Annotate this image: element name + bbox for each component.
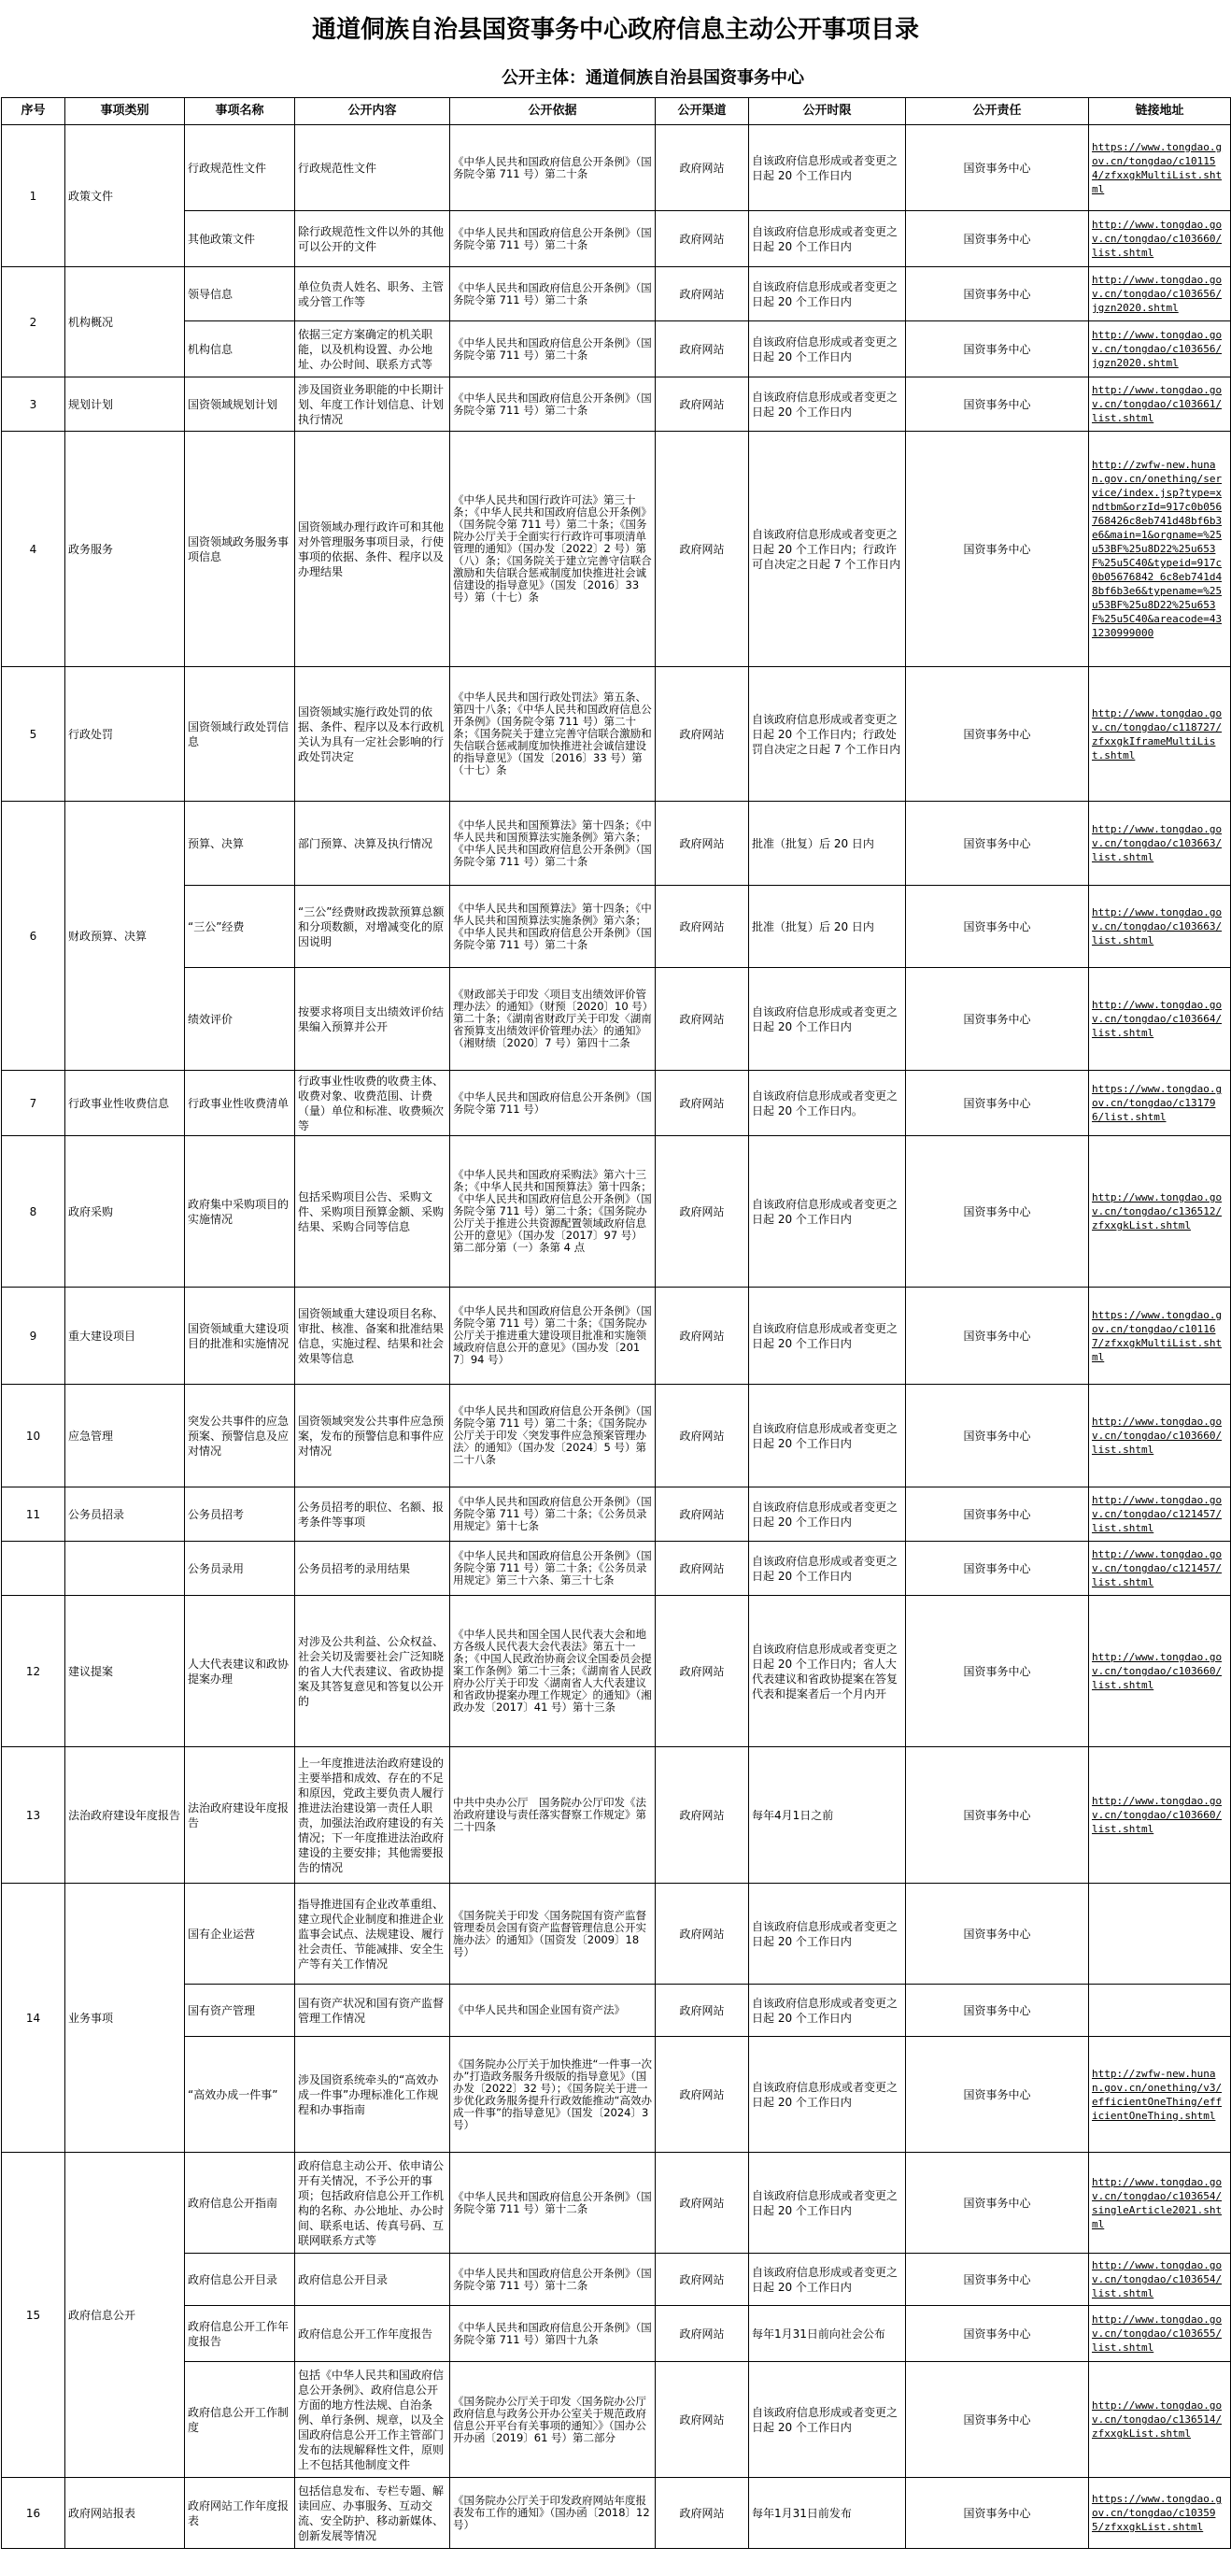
time-limit-cell: 自该政府信息形成或者变更之日起 20 个工作日内 bbox=[749, 1136, 906, 1288]
table-row bbox=[2, 1884, 1231, 1985]
basis-cell: 《中华人民共和国政府信息公开条例》（国务院令第 711 号）第十二条 bbox=[450, 2254, 656, 2306]
basis-cell: 《中华人民共和国政府信息公开条例》（国务院令第 711 号）第四十九条 bbox=[450, 2306, 656, 2362]
link-cell[interactable]: http://www.tongdao.gov.cn/tongdao/c103654/list.shtml bbox=[1089, 2254, 1231, 2306]
item-name-cell: 国有资产管理 bbox=[185, 1985, 295, 2037]
row-number-cell: 8 bbox=[2, 1136, 65, 1288]
link-cell[interactable]: http://www.tongdao.gov.cn/tongdao/c121457/list.shtml bbox=[1089, 1487, 1231, 1542]
channel-cell: 政府网站 bbox=[656, 267, 749, 321]
basis-cell: 《中华人民共和国全国人民代表大会和地方各级人民代表大会代表法》第五十一条；《中国人民政治协商会议全国委员会提案工作条例》第二十三条；《湖南省人民政府办公厅关于印发〈湖南省人大代表建议和省政协提案办理工作规定〉的通知》（湘政办发〔2017〕41 号）第十三条 bbox=[450, 1596, 656, 1747]
time-limit-cell: 自该政府信息形成或者变更之日起 20 个工作日内 bbox=[749, 1542, 906, 1596]
header-cell: 公开依据 bbox=[450, 98, 656, 125]
content-cell: 行政事业性收费的收费主体、收费对象、收费范围、计费（量）单位和标准、收费频次等 bbox=[295, 1071, 450, 1136]
channel-cell: 政府网站 bbox=[656, 2037, 749, 2153]
page-title: 通道侗族自治县国资事务中心政府信息主动公开事项目录 bbox=[311, 16, 919, 44]
channel-cell: 政府网站 bbox=[656, 1985, 749, 2037]
channel-cell: 政府网站 bbox=[656, 1385, 749, 1487]
link-cell[interactable]: https://www.tongdao.gov.cn/tongdao/c131796/list.shtml bbox=[1089, 1071, 1231, 1136]
content-cell: 涉及国资系统牵头的“高效办成一件事”办理标准化工作规程和办事指南 bbox=[295, 2037, 450, 2153]
table-row bbox=[2, 267, 1231, 321]
category-cell: 行政处罚 bbox=[65, 667, 185, 802]
row-number-cell: 1 bbox=[2, 125, 65, 267]
row-number-cell: 10 bbox=[2, 1385, 65, 1487]
table-row bbox=[2, 1487, 1231, 1542]
category-cell: 行政事业性收费信息 bbox=[65, 1071, 185, 1136]
basis-cell: 《中华人民共和国政府信息公开条例》（国务院令第 711 号）第二十条 bbox=[450, 321, 656, 377]
category-cell: 机构概况 bbox=[65, 267, 185, 377]
content-cell: 包括《中华人民共和国政府信息公开条例》、政府信息公开方面的地方性法规、自治条例、单行条例、规章，以及全国政府信息公开工作主管部门发布的法规解释性文件，原则上不包括其他制度文件 bbox=[295, 2362, 450, 2478]
header-cell: 公开责任 bbox=[906, 98, 1089, 125]
content-cell: 涉及国资业务职能的中长期计划、年度工作计划信息、计划执行情况 bbox=[295, 377, 450, 432]
time-limit-cell: 自该政府信息形成或者变更之日起 20 个工作日内 bbox=[749, 2153, 906, 2254]
link-cell[interactable]: http://www.tongdao.gov.cn/tongdao/c136512/zfxxgkList.shtml bbox=[1089, 1136, 1231, 1288]
header-cell: 公开渠道 bbox=[656, 98, 749, 125]
header-cell: 事项类别 bbox=[65, 98, 185, 125]
time-limit-cell: 自该政府信息形成或者变更之日起 20 个工作日内 bbox=[749, 211, 906, 267]
category-cell: 政务服务 bbox=[65, 432, 185, 667]
channel-cell: 政府网站 bbox=[656, 968, 749, 1071]
time-limit-cell: 每年1月31日前发布 bbox=[749, 2478, 906, 2549]
header-cell: 事项名称 bbox=[185, 98, 295, 125]
item-name-cell: 国资领域政务服务事项信息 bbox=[185, 432, 295, 667]
link-cell[interactable]: http://www.tongdao.gov.cn/tongdao/c103661/list.shtml bbox=[1089, 377, 1231, 432]
basis-cell: 《中华人民共和国政府信息公开条例》（国务院令第 711 号）第十二条 bbox=[450, 2153, 656, 2254]
link-cell[interactable] bbox=[1089, 1884, 1231, 1985]
content-cell: 国资领域突发公共事件应急预案，发布的预警信息和事件应对情况 bbox=[295, 1385, 450, 1487]
table-row bbox=[2, 125, 1231, 211]
item-name-cell: 国资领域行政处罚信息 bbox=[185, 667, 295, 802]
content-cell: 依据三定方案确定的机关职能，以及机构设置、办公地址、办公时间、联系方式等 bbox=[295, 321, 450, 377]
time-limit-cell: 自该政府信息形成或者变更之日起 20 个工作日内 bbox=[749, 2037, 906, 2153]
row-number-cell: 11 bbox=[2, 1487, 65, 1542]
content-cell: 政府信息主动公开、依申请公开有关情况，不予公开的事项；包括政府信息公开工作机构的名称、办公地址、办公时间、联系电话、传真号码、互联网联系方式等 bbox=[295, 2153, 450, 2254]
time-limit-cell: 自该政府信息形成或者变更之日起 20 个工作日内 bbox=[749, 2362, 906, 2478]
responsibility-cell: 国资事务中心 bbox=[906, 1542, 1089, 1596]
item-name-cell: 政府网站工作年度报表 bbox=[185, 2478, 295, 2549]
category-cell: 业务事项 bbox=[65, 1884, 185, 2153]
header-cell: 链接地址 bbox=[1089, 98, 1231, 125]
content-cell: 单位负责人姓名、职务、主管或分管工作等 bbox=[295, 267, 450, 321]
responsibility-cell: 国资事务中心 bbox=[906, 2153, 1089, 2254]
category-cell: 重大建设项目 bbox=[65, 1288, 185, 1385]
row-number-cell: 16 bbox=[2, 2478, 65, 2549]
link-cell[interactable]: http://www.tongdao.gov.cn/tongdao/c103654/singleArticle2021.shtml bbox=[1089, 2153, 1231, 2254]
category-cell: 政府信息公开 bbox=[65, 2153, 185, 2478]
row-number-cell: 13 bbox=[2, 1747, 65, 1884]
category-cell: 财政预算、决算 bbox=[65, 802, 185, 1071]
responsibility-cell: 国资事务中心 bbox=[906, 886, 1089, 968]
link-cell[interactable]: https://www.tongdao.gov.cn/tongdao/c103595/zfxxgkList.shtml bbox=[1089, 2478, 1231, 2549]
time-limit-cell: 自该政府信息形成或者变更之日起 20 个工作日内 bbox=[749, 125, 906, 211]
channel-cell: 政府网站 bbox=[656, 667, 749, 802]
category-cell: 规划计划 bbox=[65, 377, 185, 432]
link-cell[interactable]: http://zwfw-new.hunan.gov.cn/onething/service/index.jsp?type=xndtbm&orzId=917c0b056768426c8eb741d48bf6b3e6&main=1&orgname=%25u53BF%25u8D22%25u653F%25u5C40&typeid=917c0b05676842 6c8eb741d48bf6b3e6&typename=%25u53BF%25u8D22%25u653F%25u5C40&areacode=431230999000 bbox=[1089, 432, 1231, 667]
responsibility-cell: 国资事务中心 bbox=[906, 1596, 1089, 1747]
basis-cell: 《中华人民共和国行政许可法》第三十条；《中华人民共和国政府信息公开条例》（国务院令第 711 号）第二十条；《国务院办公厅关于全面实行行政许可事项清单管理的通知》（国办发〔2022〕2 号）第（八）条；《国务院关于建立完善守信联合激励和失信联合惩戒制度加快推进社会诚信建设的指导意见》（国发〔2016〕33 号）第（十七）条 bbox=[450, 432, 656, 667]
link-cell[interactable]: https://www.tongdao.gov.cn/tongdao/c101154/zfxxgkMultiList.shtml bbox=[1089, 125, 1231, 211]
channel-cell: 政府网站 bbox=[656, 432, 749, 667]
content-cell: 部门预算、决算及执行情况 bbox=[295, 802, 450, 886]
channel-cell: 政府网站 bbox=[656, 2362, 749, 2478]
responsibility-cell: 国资事务中心 bbox=[906, 125, 1089, 211]
item-name-cell: 政府集中采购项目的实施情况 bbox=[185, 1136, 295, 1288]
item-name-cell: 公务员录用 bbox=[185, 1542, 295, 1596]
basis-cell: 《中华人民共和国政府信息公开条例》（国务院令第 711 号）第二十条；《国务院办公厅关于印发〈突发事件应急预案管理办法〉的通知》（国办发〔2024〕5 号）第二十八条 bbox=[450, 1385, 656, 1487]
table-row bbox=[2, 1288, 1231, 1385]
responsibility-cell: 国资事务中心 bbox=[906, 267, 1089, 321]
item-name-cell: 行政规范性文件 bbox=[185, 125, 295, 211]
responsibility-cell: 国资事务中心 bbox=[906, 2037, 1089, 2153]
table-row bbox=[2, 886, 1231, 968]
responsibility-cell: 国资事务中心 bbox=[906, 1288, 1089, 1385]
channel-cell: 政府网站 bbox=[656, 321, 749, 377]
content-cell: 行政规范性文件 bbox=[295, 125, 450, 211]
link-cell[interactable]: http://zwfw-new.hunan.gov.cn/onething/v3/efficientOneThing/efficientOneThing.shtml bbox=[1089, 2037, 1231, 2153]
link-cell[interactable]: http://www.tongdao.gov.cn/tongdao/c121457/list.shtml bbox=[1089, 1542, 1231, 1596]
link-cell[interactable]: http://www.tongdao.gov.cn/tongdao/c136514/zfxxgkList.shtml bbox=[1089, 2362, 1231, 2478]
content-cell: 国资领域重大建设项目名称、审批、核准、备案和批准结果信息，实施过程、结果和社会效果等信息 bbox=[295, 1288, 450, 1385]
item-name-cell: 政府信息公开工作制度 bbox=[185, 2362, 295, 2478]
time-limit-cell: 自该政府信息形成或者变更之日起 20 个工作日内 bbox=[749, 377, 906, 432]
link-cell[interactable]: http://www.tongdao.gov.cn/tongdao/c103660/list.shtml bbox=[1089, 1385, 1231, 1487]
row-number-cell: 9 bbox=[2, 1288, 65, 1385]
responsibility-cell: 国资事务中心 bbox=[906, 1385, 1089, 1487]
item-name-cell: 机构信息 bbox=[185, 321, 295, 377]
table-row bbox=[2, 1136, 1231, 1288]
content-cell: 公务员招考的职位、名额、报考条件等事项 bbox=[295, 1487, 450, 1542]
table-row bbox=[2, 1985, 1231, 2037]
link-cell[interactable]: http://www.tongdao.gov.cn/tongdao/c103664/list.shtml bbox=[1089, 968, 1231, 1071]
time-limit-cell: 每年1月31日前向社会公布 bbox=[749, 2306, 906, 2362]
header-cell: 公开内容 bbox=[295, 98, 450, 125]
category-cell: 应急管理 bbox=[65, 1385, 185, 1487]
responsibility-cell: 国资事务中心 bbox=[906, 2254, 1089, 2306]
row-number-cell: 12 bbox=[2, 1596, 65, 1747]
basis-cell: 《中华人民共和国政府信息公开条例》（国务院令第 711 号）第二十条 bbox=[450, 211, 656, 267]
content-cell: 政府信息公开目录 bbox=[295, 2254, 450, 2306]
basis-cell: 《中华人民共和国政府采购法》第六十三条；《中华人民共和国预算法》第十四条；《中华人民共和国政府信息公开条例》（国务院令第 711 号）第二十条；《国务院办公厅关于推进公共资源配置领域政府信息公开的意见》（国办发〔2017〕97 号）第二部分第（一）条第 4 点 bbox=[450, 1136, 656, 1288]
table-row bbox=[2, 321, 1231, 377]
item-name-cell: 国资领域规划计划 bbox=[185, 377, 295, 432]
basis-cell: 《中华人民共和国政府信息公开条例》（国务院令第 711 号）第二十条 bbox=[450, 125, 656, 211]
content-cell: 国有资产状况和国有资产监督管理工作情况 bbox=[295, 1985, 450, 2037]
responsibility-cell: 国资事务中心 bbox=[906, 667, 1089, 802]
basis-cell: 中共中央办公厅 国务院办公厅印发《法治政府建设与责任落实督察工作规定》第二十四条 bbox=[450, 1747, 656, 1884]
row-number-cell bbox=[2, 1542, 65, 1596]
item-name-cell: 政府信息公开目录 bbox=[185, 2254, 295, 2306]
table-row bbox=[2, 667, 1231, 802]
category-cell: 政府采购 bbox=[65, 1136, 185, 1288]
content-cell: 除行政规范性文件以外的其他可以公开的文件 bbox=[295, 211, 450, 267]
basis-cell: 《国务院办公厅关于印发政府网站年度报表发布工作的通知》（国办函〔2018〕12 号） bbox=[450, 2478, 656, 2549]
row-number-cell: 7 bbox=[2, 1071, 65, 1136]
table-row bbox=[2, 802, 1231, 886]
channel-cell: 政府网站 bbox=[656, 802, 749, 886]
item-name-cell: 领导信息 bbox=[185, 267, 295, 321]
basis-cell: 《中华人民共和国企业国有资产法》 bbox=[450, 1985, 656, 2037]
channel-cell: 政府网站 bbox=[656, 377, 749, 432]
item-name-cell: 国资领域重大建设项目的批准和实施情况 bbox=[185, 1288, 295, 1385]
row-number-cell: 14 bbox=[2, 1884, 65, 2153]
time-limit-cell: 自该政府信息形成或者变更之日起 20 个工作日内 bbox=[749, 1487, 906, 1542]
item-name-cell: “高效办成一件事” bbox=[185, 2037, 295, 2153]
responsibility-cell: 国资事务中心 bbox=[906, 2362, 1089, 2478]
content-cell: 包括采购项目公告、采购文件、采购项目预算金额、采购结果、采购合同等信息 bbox=[295, 1136, 450, 1288]
channel-cell: 政府网站 bbox=[656, 1487, 749, 1542]
category-cell: 政府网站报表 bbox=[65, 2478, 185, 2549]
basis-cell: 《国务院办公厅关于印发〈国务院办公厅政府信息与政务公开办公室关于规范政府信息公开平台有关事项的通知〉》（国办公开办函〔2019〕61 号）第二部分 bbox=[450, 2362, 656, 2478]
time-limit-cell: 自该政府信息形成或者变更之日起 20 个工作日内；行政处罚自决定之日起 7 个工作日内 bbox=[749, 667, 906, 802]
page-subtitle: 公开主体：通道侗族自治县国资事务中心 bbox=[502, 68, 804, 88]
table-row bbox=[2, 1747, 1231, 1884]
item-name-cell: 预算、决算 bbox=[185, 802, 295, 886]
responsibility-cell: 国资事务中心 bbox=[906, 1136, 1089, 1288]
link-cell[interactable]: http://www.tongdao.gov.cn/tongdao/c103663/list.shtml bbox=[1089, 802, 1231, 886]
row-number-cell: 6 bbox=[2, 802, 65, 1071]
channel-cell: 政府网站 bbox=[656, 1071, 749, 1136]
item-name-cell: 人大代表建议和政协提案办理 bbox=[185, 1596, 295, 1747]
channel-cell: 政府网站 bbox=[656, 886, 749, 968]
item-name-cell: 公务员招考 bbox=[185, 1487, 295, 1542]
time-limit-cell: 自该政府信息形成或者变更之日起 20 个工作日内；行政许可自决定之日起 7 个工作日内 bbox=[749, 432, 906, 667]
basis-cell: 《中华人民共和国政府信息公开条例》（国务院令第 711 号）第二十条；《公务员录用规定》第十七条 bbox=[450, 1487, 656, 1542]
channel-cell: 政府网站 bbox=[656, 2478, 749, 2549]
header-row bbox=[2, 98, 1231, 125]
basis-cell: 《中华人民共和国政府信息公开条例》（国务院令第 711 号）第二十条；《国务院办公厅关于推进重大建设项目批准和实施领域政府信息公开的意见》（国办发〔2017〕94 号） bbox=[450, 1288, 656, 1385]
catalog-table bbox=[1, 97, 1231, 2549]
time-limit-cell: 自该政府信息形成或者变更之日起 20 个工作日内 bbox=[749, 267, 906, 321]
content-cell: 指导推进国有企业改革重组、建立现代企业制度和推进企业监事会试点、法规建设、履行社会责任、节能减排、安全生产等有关工作情况 bbox=[295, 1884, 450, 1985]
time-limit-cell: 自该政府信息形成或者变更之日起 20 个工作日内。 bbox=[749, 1071, 906, 1136]
time-limit-cell: 自该政府信息形成或者变更之日起 20 个工作日内；省人大代表建议和省政协提案在答复代表和提案者后一个月内开 bbox=[749, 1596, 906, 1747]
table-row bbox=[2, 1542, 1231, 1596]
link-cell[interactable]: http://www.tongdao.gov.cn/tongdao/c103656/jgzn2020.shtml bbox=[1089, 267, 1231, 321]
table-row bbox=[2, 2037, 1231, 2153]
category-cell: 政策文件 bbox=[65, 125, 185, 267]
responsibility-cell: 国资事务中心 bbox=[906, 1487, 1089, 1542]
row-number-cell: 3 bbox=[2, 377, 65, 432]
basis-cell: 《财政部关于印发〈项目支出绩效评价管理办法〉的通知》（财预〔2020〕10 号）第二十条；《湖南省财政厅关于印发〈湖南省预算支出绩效评价管理办法〉的通知》（湘财绩〔2020〕7 号）第四十二条 bbox=[450, 968, 656, 1071]
link-cell[interactable]: http://www.tongdao.gov.cn/tongdao/c103660/list.shtml bbox=[1089, 1747, 1231, 1884]
table-row bbox=[2, 1596, 1231, 1747]
channel-cell: 政府网站 bbox=[656, 1288, 749, 1385]
row-number-cell: 2 bbox=[2, 267, 65, 377]
channel-cell: 政府网站 bbox=[656, 1136, 749, 1288]
content-cell: 政府信息公开工作年度报告 bbox=[295, 2306, 450, 2362]
responsibility-cell: 国资事务中心 bbox=[906, 321, 1089, 377]
item-name-cell: 行政事业性收费清单 bbox=[185, 1071, 295, 1136]
item-name-cell: 法治政府建设年度报告 bbox=[185, 1747, 295, 1884]
item-name-cell: 国有企业运营 bbox=[185, 1884, 295, 1985]
content-cell: “三公”经费财政拨款预算总额和分项数额，对增减变化的原因说明 bbox=[295, 886, 450, 968]
time-limit-cell: 自该政府信息形成或者变更之日起 20 个工作日内 bbox=[749, 968, 906, 1071]
time-limit-cell: 批准（批复）后 20 日内 bbox=[749, 886, 906, 968]
content-cell: 包括信息发布、专栏专题、解读回应、办事服务、互动交流、安全防护、移动新媒体、创新发展等情况 bbox=[295, 2478, 450, 2549]
table-row bbox=[2, 2153, 1231, 2254]
item-name-cell: 其他政策文件 bbox=[185, 211, 295, 267]
channel-cell: 政府网站 bbox=[656, 2254, 749, 2306]
basis-cell: 《中华人民共和国预算法》第十四条；《中华人民共和国预算法实施条例》第六条；《中华人民共和国政府信息公开条例》（国务院令第 711 号）第二十条 bbox=[450, 802, 656, 886]
channel-cell: 政府网站 bbox=[656, 1747, 749, 1884]
table-row bbox=[2, 2362, 1231, 2478]
table-row bbox=[2, 432, 1231, 667]
header-cell: 序号 bbox=[2, 98, 65, 125]
table-row bbox=[2, 2478, 1231, 2549]
table-row bbox=[2, 2254, 1231, 2306]
table-row bbox=[2, 968, 1231, 1071]
content-cell: 公务员招考的录用结果 bbox=[295, 1542, 450, 1596]
responsibility-cell: 国资事务中心 bbox=[906, 432, 1089, 667]
basis-cell: 《中华人民共和国政府信息公开条例》（国务院令第 711 号）第二十条 bbox=[450, 377, 656, 432]
basis-cell: 《中华人民共和国政府信息公开条例》（国务院令第 711 号）第二十条；《公务员录用规定》第三十六条、第三十七条 bbox=[450, 1542, 656, 1596]
category-cell: 建议提案 bbox=[65, 1596, 185, 1747]
time-limit-cell: 每年4月1日之前 bbox=[749, 1747, 906, 1884]
link-cell[interactable]: http://www.tongdao.gov.cn/tongdao/c103663/list.shtml bbox=[1089, 886, 1231, 968]
link-cell[interactable]: http://www.tongdao.gov.cn/tongdao/c103660/list.shtml bbox=[1089, 211, 1231, 267]
responsibility-cell: 国资事务中心 bbox=[906, 1747, 1089, 1884]
channel-cell: 政府网站 bbox=[656, 1884, 749, 1985]
table-row bbox=[2, 377, 1231, 432]
responsibility-cell: 国资事务中心 bbox=[906, 1884, 1089, 1985]
basis-cell: 《中华人民共和国行政处罚法》第五条、第四十八条；《中华人民共和国政府信息公开条例》（国务院令第 711 号）第二十条；《国务院关于建立完善守信联合激励和失信联合惩戒制度加快推进社会诚信建设的指导意见》（国发〔2016〕33 号）第（十七）条 bbox=[450, 667, 656, 802]
link-cell[interactable] bbox=[1089, 1985, 1231, 2037]
content-cell: 上一年度推进法治政府建设的主要举措和成效、存在的不足和原因，党政主要负责人履行推进法治建设第一责任人职责，加强法治政府建设的有关情况；下一年度推进法治政府建设的主要安排；其他需要报告的情况 bbox=[295, 1747, 450, 1884]
content-cell: 国资领域实施行政处罚的依据、条件、程序以及本行政机关认为具有一定社会影响的行政处罚决定 bbox=[295, 667, 450, 802]
item-name-cell: 突发公共事件的应急预案、预警信息及应对情况 bbox=[185, 1385, 295, 1487]
responsibility-cell: 国资事务中心 bbox=[906, 1985, 1089, 2037]
basis-cell: 《中华人民共和国政府信息公开条例》（国务院令第 711 号） bbox=[450, 1071, 656, 1136]
item-name-cell: 政府信息公开工作年度报告 bbox=[185, 2306, 295, 2362]
channel-cell: 政府网站 bbox=[656, 2306, 749, 2362]
time-limit-cell: 自该政府信息形成或者变更之日起 20 个工作日内 bbox=[749, 1985, 906, 2037]
row-number-cell: 15 bbox=[2, 2153, 65, 2478]
basis-cell: 《中华人民共和国政府信息公开条例》（国务院令第 711 号）第二十条 bbox=[450, 267, 656, 321]
item-name-cell: 政府信息公开指南 bbox=[185, 2153, 295, 2254]
item-name-cell: 绩效评价 bbox=[185, 968, 295, 1071]
responsibility-cell: 国资事务中心 bbox=[906, 2306, 1089, 2362]
category-cell bbox=[65, 1542, 185, 1596]
table-row bbox=[2, 1071, 1231, 1136]
link-cell[interactable]: http://www.tongdao.gov.cn/tongdao/c118727/zfxxgkIframeMultiList.shtml bbox=[1089, 667, 1231, 802]
link-cell[interactable]: http://www.tongdao.gov.cn/tongdao/c103655/list.shtml bbox=[1089, 2306, 1231, 2362]
item-name-cell: “三公”经费 bbox=[185, 886, 295, 968]
content-cell: 国资领域办理行政许可和其他对外管理服务事项目录，行使事项的依据、条件、程序以及办理结果 bbox=[295, 432, 450, 667]
basis-cell: 《中华人民共和国预算法》第十四条；《中华人民共和国预算法实施条例》第六条；《中华人民共和国政府信息公开条例》（国务院令第 711 号）第二十条 bbox=[450, 886, 656, 968]
time-limit-cell: 自该政府信息形成或者变更之日起 20 个工作日内 bbox=[749, 1385, 906, 1487]
channel-cell: 政府网站 bbox=[656, 1596, 749, 1747]
time-limit-cell: 自该政府信息形成或者变更之日起 20 个工作日内 bbox=[749, 1288, 906, 1385]
table-row bbox=[2, 2306, 1231, 2362]
channel-cell: 政府网站 bbox=[656, 125, 749, 211]
content-cell: 对涉及公共利益、公众权益、社会关切及需要社会广泛知晓的省人大代表建议、省政协提案及其答复意见和答复以公开的 bbox=[295, 1596, 450, 1747]
channel-cell: 政府网站 bbox=[656, 2153, 749, 2254]
link-cell[interactable]: https://www.tongdao.gov.cn/tongdao/c101167/zfxxgkMultiList.shtml bbox=[1089, 1288, 1231, 1385]
header-cell: 公开时限 bbox=[749, 98, 906, 125]
row-number-cell: 4 bbox=[2, 432, 65, 667]
time-limit-cell: 自该政府信息形成或者变更之日起 20 个工作日内 bbox=[749, 1884, 906, 1985]
time-limit-cell: 自该政府信息形成或者变更之日起 20 个工作日内 bbox=[749, 321, 906, 377]
responsibility-cell: 国资事务中心 bbox=[906, 1071, 1089, 1136]
responsibility-cell: 国资事务中心 bbox=[906, 377, 1089, 432]
responsibility-cell: 国资事务中心 bbox=[906, 2478, 1089, 2549]
responsibility-cell: 国资事务中心 bbox=[906, 211, 1089, 267]
responsibility-cell: 国资事务中心 bbox=[906, 968, 1089, 1071]
category-cell: 公务员招录 bbox=[65, 1487, 185, 1542]
row-number-cell: 5 bbox=[2, 667, 65, 802]
table-row bbox=[2, 1385, 1231, 1487]
basis-cell: 《国务院办公厅关于加快推进“一件事一次办”打造政务服务升级版的指导意见》（国办发〔2022〕32 号）；《国务院关于进一步优化政务服务提升行政效能推动“高效办成一件事”的指导意见》（国发〔2024〕3 号） bbox=[450, 2037, 656, 2153]
table-row bbox=[2, 211, 1231, 267]
channel-cell: 政府网站 bbox=[656, 211, 749, 267]
link-cell[interactable]: http://www.tongdao.gov.cn/tongdao/c103656/jgzn2020.shtml bbox=[1089, 321, 1231, 377]
responsibility-cell: 国资事务中心 bbox=[906, 802, 1089, 886]
content-cell: 按要求将项目支出绩效评价结果编入预算并公开 bbox=[295, 968, 450, 1071]
channel-cell: 政府网站 bbox=[656, 1542, 749, 1596]
category-cell: 法治政府建设年度报告 bbox=[65, 1747, 185, 1884]
basis-cell: 《国务院关于印发〈国务院国有资产监督管理委员会国有资产监督管理信息公开实施办法〉的通知》（国资发〔2009〕18号） bbox=[450, 1884, 656, 1985]
link-cell[interactable]: http://www.tongdao.gov.cn/tongdao/c103660/list.shtml bbox=[1089, 1596, 1231, 1747]
time-limit-cell: 自该政府信息形成或者变更之日起 20 个工作日内 bbox=[749, 2254, 906, 2306]
time-limit-cell: 批准（批复）后 20 日内 bbox=[749, 802, 906, 886]
